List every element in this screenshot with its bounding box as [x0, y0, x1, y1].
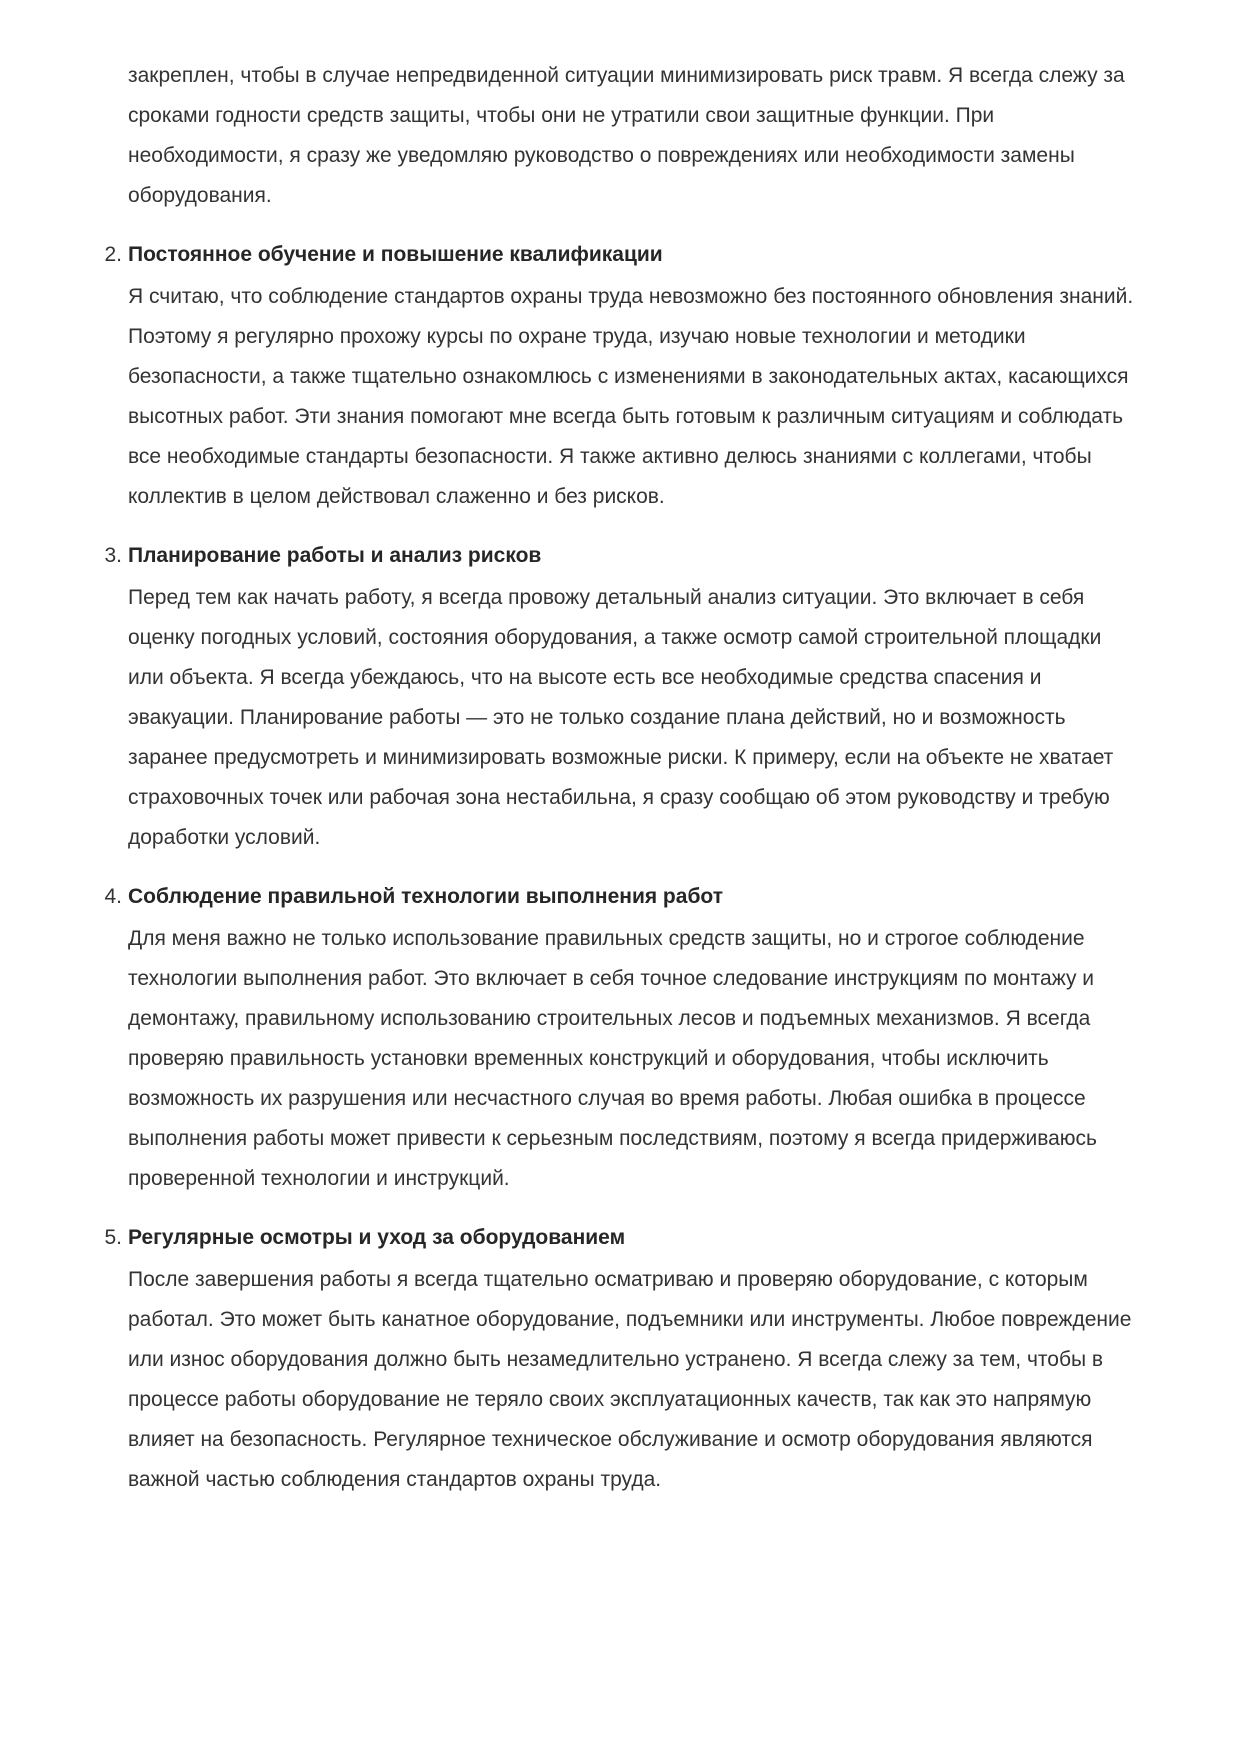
list-item-heading: Постоянное обучение и повышение квалификации [128, 243, 663, 266]
list-item-body: Для меня важно не только использование правильных средств защиты, но и строгое соблюдение технологии выполнения работ. Это включает в себя точное следование инструкциям по монтажу и демонтажу, правильному использованию строительных лесов и подъемных механизмов. Я всегда проверяю правильность установки временных конструкций и оборудования, чтобы исключить возможность их разрушения или несчастного случая во время работы. Любая ошибка в процессе выполнения работы может привести к серьезным последствиям, поэтому я всегда придерживаюсь проверенной технологии и инструкций. [128, 927, 1097, 1190]
list-item-number: 5. [104, 1226, 122, 1249]
list-item-heading-row [104, 536, 1134, 576]
list-item-number: 4. [104, 885, 122, 908]
continuation-paragraph: закреплен, чтобы в случае непредвиденной ситуации минимизировать риск травм. Я всегда слежу за сроками годности средств защиты, чтобы они не утратили свои защитные функции. При необходимости, я сразу же уведомляю руководство о повреждениях или необходимости замены оборудования. [128, 64, 1125, 207]
list-item-heading: Соблюдение правильной технологии выполнения работ [128, 885, 724, 908]
list-item [104, 536, 1134, 858]
list-item-heading: Регулярные осмотры и уход за оборудованием [128, 1226, 626, 1249]
list-item-number: 2. [104, 243, 122, 266]
list-item-body: После завершения работы я всегда тщательно осматриваю и проверяю оборудование, с которым работал. Это может быть канатное оборудование, подъемники или инструменты. Любое повреждение или износ оборудования должно быть незамедлительно устранено. Я всегда слежу за тем, чтобы в процессе работы оборудование не теряло своих эксплуатационных качеств, так как это напрямую влияет на безопасность. Регулярное техническое обслуживание и осмотр оборудования являются важной частью соблюдения стандартов охраны труда. [128, 1268, 1132, 1491]
list-item [104, 877, 1134, 1199]
list-item [104, 235, 1134, 517]
list-item [104, 1218, 1134, 1500]
document-content [104, 56, 1134, 1500]
list-item-heading-row [104, 877, 1134, 917]
list-item-heading-row [104, 235, 1134, 275]
numbered-list [104, 235, 1134, 1500]
list-item-number: 3. [104, 544, 122, 567]
list-item-heading: Планирование работы и анализ рисков [128, 544, 542, 567]
list-item-body: Перед тем как начать работу, я всегда провожу детальный анализ ситуации. Это включает в себя оценку погодных условий, состояния оборудования, а также осмотр самой строительной площадки или объекта. Я всегда убеждаюсь, что на высоте есть все необходимые средства спасения и эвакуации. Планирование работы — это не только создание плана действий, но и возможность заранее предусмотреть и минимизировать возможные риски. К примеру, если на объекте не хватает страховочных точек или рабочая зона нестабильна, я сразу сообщаю об этом руководству и требую доработки условий. [128, 586, 1114, 849]
list-item-body: Я считаю, что соблюдение стандартов охраны труда невозможно без постоянного обновления знаний. Поэтому я регулярно прохожу курсы по охране труда, изучаю новые технологии и методики безопасности, а также тщательно ознакомлюсь с изменениями в законодательных актах, касающихся высотных работ. Эти знания помогают мне всегда быть готовым к различным ситуациям и соблюдать все необходимые стандарты безопасности. Я также активно делюсь знаниями с коллегами, чтобы коллектив в целом действовал слаженно и без рисков. [128, 285, 1134, 508]
list-item-heading-row [104, 1218, 1134, 1258]
